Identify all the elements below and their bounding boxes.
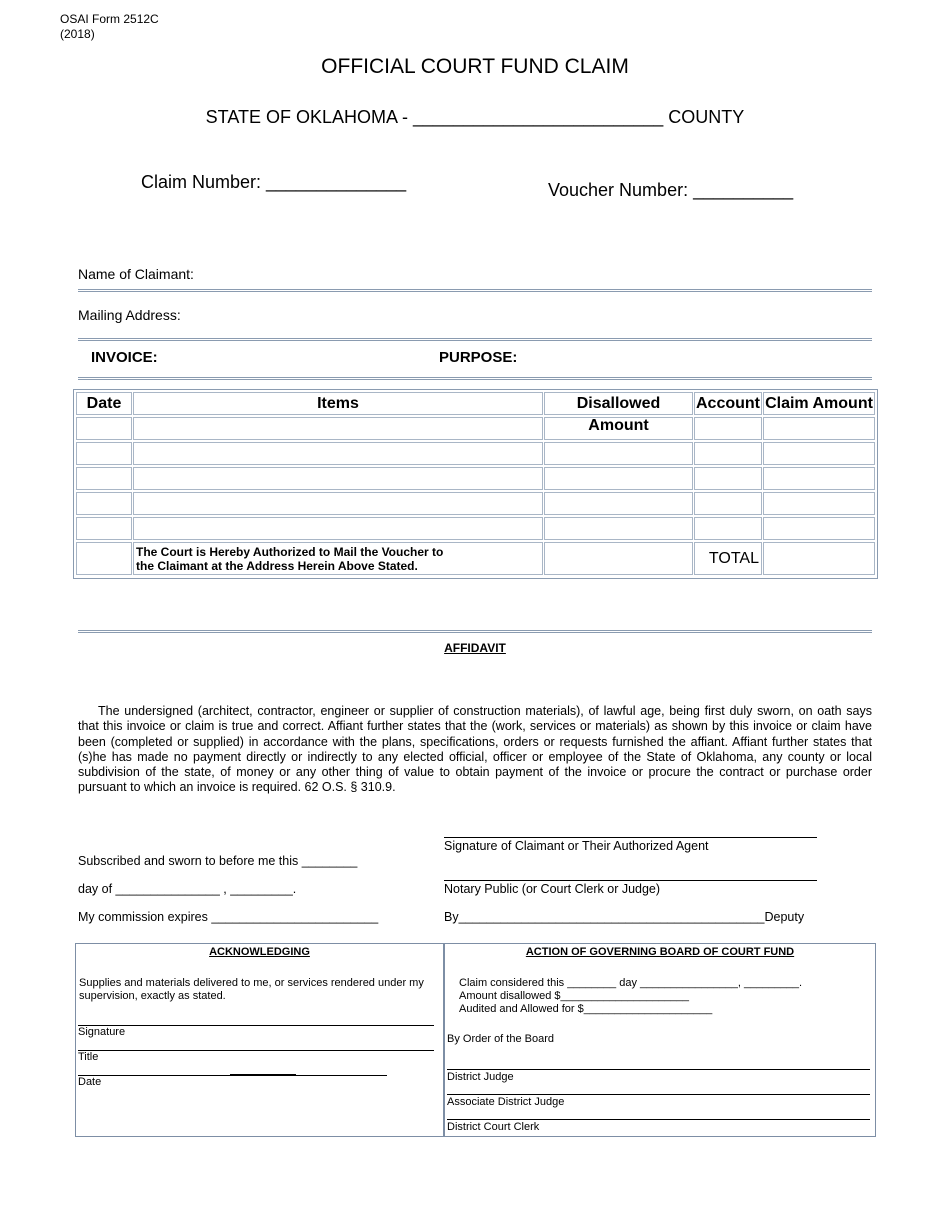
purpose-label: PURPOSE: [439, 349, 518, 366]
table-cell[interactable] [133, 467, 543, 490]
authorization-line-1: The Court is Hereby Authorized to Mail the Voucher to [136, 545, 444, 559]
affidavit-body: The undersigned (architect, contractor, engineer or supplier of construction materials), of lawful age, being first duly sworn, on oath says that this invoice or claim is true and correct. Affiant further states that the (work, services or materials) as shown by this invoice or claim have been (completed or supplied) in accordance with the plans, specifications, orders or requests furnished the affiant. Affiant further states that (s)he has made no payment directly or indirectly to any elected official, officer or employee of the State of Oklahoma, any county or local subdivision of the state, of money or any other thing of value to obtain payment of the invoice or procure the contract or purchase order pursuant to which an invoice is required. 62 O.S. § 310.9. [78, 704, 872, 795]
divider [78, 338, 872, 341]
column-header-items: Items [133, 392, 543, 415]
table-cell[interactable] [544, 467, 693, 490]
table-cell[interactable] [694, 442, 762, 465]
table-cell[interactable] [544, 442, 693, 465]
divider [78, 289, 872, 292]
column-header-disallowed-amount: Disallowed Amount [544, 392, 693, 415]
amount-disallowed-line[interactable]: Amount disallowed $_____________________ [459, 990, 689, 1002]
page-title: OFFICIAL COURT FUND CLAIM [321, 55, 629, 78]
table-cell[interactable] [76, 467, 132, 490]
divider [78, 630, 872, 633]
state-county-line: STATE OF OKLAHOMA - _________________________ COUNTY [205, 107, 745, 127]
items-table [73, 389, 878, 579]
acknowledging-box [75, 943, 444, 1137]
table-cell[interactable] [133, 417, 543, 440]
table-cell[interactable] [763, 492, 875, 515]
signature-line[interactable] [78, 1025, 434, 1026]
notary-label: Notary Public (or Court Clerk or Judge) [444, 882, 661, 896]
table-cell[interactable] [763, 517, 875, 540]
table-cell[interactable] [763, 467, 875, 490]
column-header-date: Date [76, 392, 132, 415]
district-judge-label: District Judge [447, 1071, 514, 1083]
claim-number-field[interactable]: Claim Number: ______________ [141, 172, 407, 192]
acknowledging-date-label: Date [78, 1076, 102, 1088]
board-action-box [444, 943, 876, 1137]
table-cell[interactable] [544, 542, 693, 575]
notary-signature-line[interactable] [444, 880, 817, 881]
table-cell[interactable] [76, 542, 132, 575]
table-cell[interactable] [694, 517, 762, 540]
table-cell[interactable] [76, 417, 132, 440]
total-label: TOTAL [694, 542, 762, 575]
authorization-cell [133, 542, 543, 575]
divider [78, 377, 872, 380]
associate-district-judge-label: Associate District Judge [447, 1096, 565, 1108]
voucher-number-field[interactable]: Voucher Number: __________ [548, 180, 794, 200]
name-of-claimant-label: Name of Claimant: [78, 266, 194, 282]
acknowledging-title-label: Title [78, 1051, 99, 1063]
claimant-signature-label: Signature of Claimant or Their Authorized Agent [444, 839, 709, 853]
table-cell[interactable] [76, 517, 132, 540]
invoice-label: INVOICE: [91, 349, 158, 366]
table-cell[interactable] [76, 492, 132, 515]
day-of-line[interactable]: day of _______________ , _________. [78, 882, 297, 896]
commission-expires-line[interactable]: My commission expires ________________________ [78, 910, 379, 924]
table-cell[interactable] [694, 417, 762, 440]
column-header-account: Account [694, 392, 762, 415]
table-cell[interactable] [76, 442, 132, 465]
mailing-address-label: Mailing Address: [78, 307, 181, 323]
table-cell[interactable] [763, 417, 875, 440]
form-year: (2018) [60, 27, 95, 41]
total-amount-cell[interactable] [763, 542, 875, 575]
claim-considered-line[interactable]: Claim considered this ________ day ________________, _________. [459, 977, 803, 989]
table-cell[interactable] [694, 467, 762, 490]
claimant-signature-line[interactable] [444, 837, 817, 838]
acknowledging-signature-label: Signature [78, 1026, 126, 1038]
acknowledging-heading: ACKNOWLEDGING [209, 946, 310, 958]
audited-allowed-line[interactable]: Audited and Allowed for $_____________________ [459, 1003, 713, 1015]
table-cell[interactable] [133, 442, 543, 465]
authorization-line-2: the Claimant at the Address Herein Above Stated. [136, 559, 418, 573]
affidavit-heading: AFFIDAVIT [444, 641, 506, 655]
form-id: OSAI Form 2512C [60, 12, 159, 26]
table-cell[interactable] [694, 492, 762, 515]
table-cell[interactable] [544, 517, 693, 540]
table-cell[interactable] [544, 492, 693, 515]
by-order-label: By Order of the Board [447, 1033, 554, 1045]
date-line-accent [230, 1074, 296, 1076]
by-deputy-line[interactable]: By____________________________________________Deputy [444, 910, 805, 924]
table-cell[interactable] [544, 417, 693, 440]
district-judge-signature-line[interactable] [447, 1069, 870, 1070]
table-cell[interactable] [763, 442, 875, 465]
column-header-claim-amount: Claim Amount [763, 392, 875, 415]
title-line[interactable] [78, 1050, 434, 1051]
subscribed-sworn-line[interactable]: Subscribed and sworn to before me this ________ [78, 854, 358, 868]
acknowledging-text: Supplies and materials delivered to me, or services rendered under my supervision, exactly as stated. [79, 977, 424, 1002]
court-clerk-signature-line[interactable] [447, 1119, 870, 1120]
table-cell[interactable] [133, 492, 543, 515]
board-action-heading: ACTION OF GOVERNING BOARD OF COURT FUND [525, 946, 795, 958]
table-cell[interactable] [133, 517, 543, 540]
associate-judge-signature-line[interactable] [447, 1094, 870, 1095]
district-court-clerk-label: District Court Clerk [447, 1121, 540, 1133]
